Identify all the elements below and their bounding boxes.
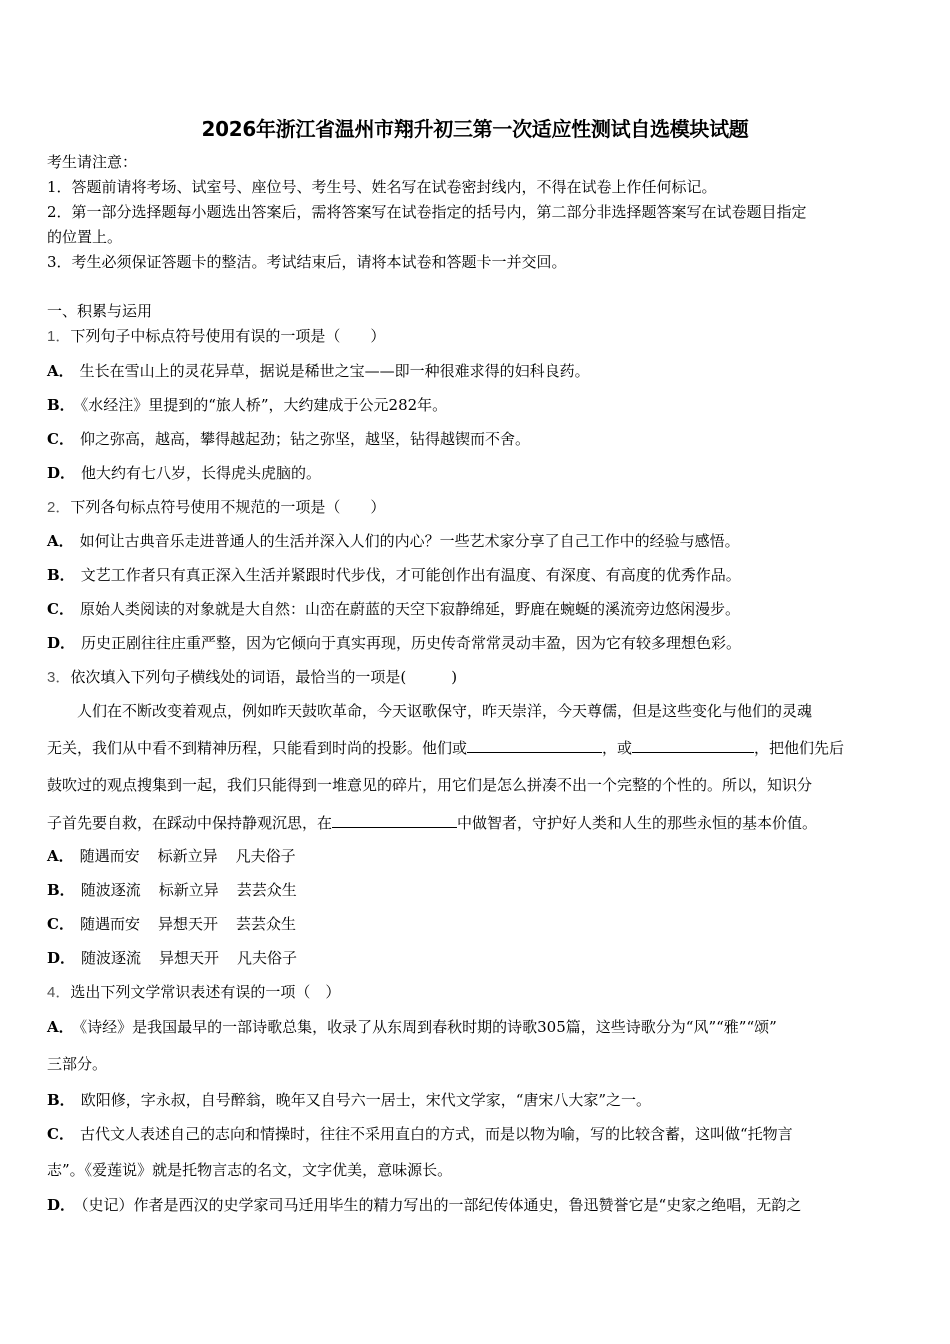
question-2-option-b[interactable]: [47, 565, 741, 585]
notice-item-3: 3．考生必须保证答题卡的整洁。考试结束后，请将本试卷和答题卡一并交回。: [47, 253, 567, 271]
option-text: 欧阳修，字永叔，自号醉翁，晚年又自号六一居士，宋代文学家，“唐宋八大家”之一。: [80, 1091, 652, 1109]
question-text: 选出下列文学常识表述有误的一项（ ）: [70, 983, 341, 1001]
question-4-option-a[interactable]: [47, 1017, 777, 1037]
option-label: A．: [47, 1018, 74, 1036]
question-4-option-c[interactable]: [47, 1124, 793, 1144]
question-3-option-d[interactable]: D． 随波逐流 异想天开 凡夫俗子: [47, 949, 298, 967]
passage-line: 子首先要自救，在踩动中保持静观沉思，在 中做智者，守护好人类和人生的那些永恒的基本价值。: [47, 814, 818, 832]
question-number: 3．: [47, 669, 71, 686]
question-3-option-b[interactable]: B． 随波逐流 标新立异 芸芸众生: [47, 881, 297, 899]
option-text: 《诗经》是我国最早的一部诗歌总集，收录了从东周到春秋时期的诗歌305篇，这些诗歌分为“风”“雅”“颂”: [79, 1018, 777, 1036]
passage-line: 人们在不断改变着观点，例如昨天鼓吹革命，今天讴歌保守，昨天崇洋，今天尊儒，但是这些变化与他们的灵魂: [77, 702, 813, 720]
option-label: B．: [47, 1091, 75, 1109]
question-4-option-c-cont: 志”。《爱莲说》就是托物言志的名文，文字优美，意味源长。: [47, 1161, 453, 1179]
option-label: D．: [47, 1196, 76, 1214]
notice-heading: 考生请注意：: [47, 153, 138, 171]
question-2-option-c[interactable]: [47, 599, 740, 619]
question-3-option-a[interactable]: A． 随遇而安 标新立异 凡夫俗子: [47, 847, 296, 865]
option-label: C．: [47, 915, 74, 933]
option-label: B．: [47, 396, 75, 414]
option-label: B．: [47, 881, 75, 899]
question-1-option-d[interactable]: [47, 463, 321, 483]
option-label: A．: [47, 532, 74, 550]
page-title: 2026年浙江省温州市翔升初三第一次适应性测试自选模块试题: [201, 117, 749, 141]
question-number: 1．: [47, 328, 71, 345]
question-2-stem: [47, 497, 385, 518]
question-4-stem: [47, 982, 340, 1003]
notice-item-2-cont: 的位置上。: [47, 228, 123, 246]
question-1-option-a[interactable]: [47, 361, 590, 381]
option-label: D．: [47, 464, 76, 482]
fill-blank-3[interactable]: [332, 813, 457, 828]
question-2-option-d[interactable]: [47, 633, 741, 653]
option-label: D．: [47, 949, 76, 967]
option-text: 生长在雪山上的灵花异草，据说是稀世之宝——即一种很难求得的妇科良药。: [79, 362, 590, 380]
question-text: 下列句子中标点符号使用有误的一项是（ ）: [70, 327, 386, 345]
question-1-stem: [47, 326, 385, 347]
question-3-stem: [47, 667, 457, 688]
passage-line: 无关，我们从中看不到精神历程，只能看到时尚的投影。他们或 ，或 ，把他们先后: [47, 739, 845, 757]
passage-line: 鼓吹过的观点搜集到一起，我们只能得到一堆意见的碎片，用它们是怎么拼凑不出一个完整的个性的。所以，知识分: [47, 776, 813, 794]
section-heading: 一、积累与运用: [47, 302, 153, 320]
option-text: 《水经注》里提到的“旅人桥”，大约建成于公元282年。: [80, 396, 448, 414]
option-label: B．: [47, 566, 75, 584]
option-text: 他大约有七八岁，长得虎头虎脑的。: [81, 464, 322, 482]
option-label: C．: [47, 600, 74, 618]
option-text: 原始人类阅读的对象就是大自然：山峦在蔚蓝的天空下寂静绵延，野鹿在蜿蜒的溪流旁边悠闲漫步。: [79, 600, 740, 618]
question-4-option-a-cont: 三部分。: [47, 1055, 108, 1073]
notice-item-1: 1．答题前请将考场、试室号、座位号、考生号、姓名写在试卷密封线内，不得在试卷上作任何标记。: [47, 178, 717, 196]
option-text: 历史正剧往往庄重严整，因为它倾向于真实再现，历史传奇常常灵动丰盈，因为它有较多理想色彩。: [81, 634, 742, 652]
question-2-option-a[interactable]: [47, 531, 740, 551]
option-text: 仰之弥高，越高，攀得越起劲；钻之弥坚，越坚，钻得越锲而不舍。: [79, 430, 530, 448]
option-text: 古代文人表述自己的志向和情操时，往往不采用直白的方式，而是以物为喻，写的比较含蓄，这叫做“托物言: [79, 1125, 793, 1143]
question-3-option-c[interactable]: C． 随遇而安 异想天开 芸芸众生: [47, 915, 296, 933]
option-label: C．: [47, 1125, 74, 1143]
option-text: 文艺工作者只有真正深入生活并紧跟时代步伐，才可能创作出有温度、有深度、有高度的优秀作品。: [80, 566, 741, 584]
option-text: 如何让古典音乐走进普通人的生活并深入人们的内心？一些艺术家分享了自己工作中的经验与感悟。: [79, 532, 740, 550]
question-text: 下列各句标点符号使用不规范的一项是（ ）: [70, 498, 386, 516]
question-1-option-b[interactable]: [47, 395, 447, 415]
option-label: A．: [47, 847, 74, 865]
notice-item-2: 2．第一部分选择题每小题选出答案后，需将答案写在试卷指定的括号内，第二部分非选择题答案写在试卷题目指定: [47, 203, 807, 221]
question-4-option-b[interactable]: [47, 1090, 651, 1110]
question-text: 依次填入下列句子横线处的词语，最恰当的一项是( ): [70, 668, 458, 686]
fill-blank-2[interactable]: [632, 738, 754, 753]
question-number: 4．: [47, 984, 71, 1001]
question-1-option-c[interactable]: [47, 429, 530, 449]
question-4-option-d[interactable]: [47, 1195, 801, 1215]
option-label: C．: [47, 430, 74, 448]
option-text: （史记）作者是西汉的史学家司马迁用毕生的精力写出的一部纪传体通史，鲁迅赞誉它是“史家之绝唱，无韵之: [81, 1196, 802, 1214]
option-label: A．: [47, 362, 74, 380]
option-label: D．: [47, 634, 76, 652]
fill-blank-1[interactable]: [467, 738, 602, 753]
question-number: 2．: [47, 499, 71, 516]
